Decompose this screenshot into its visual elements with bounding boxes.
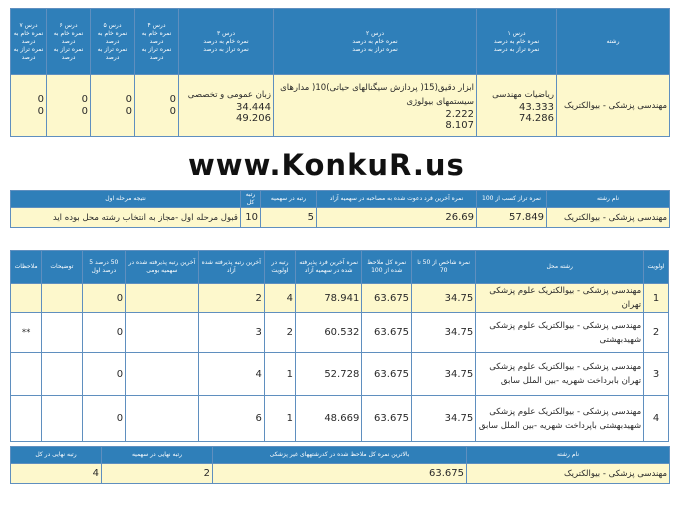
choice-1-priority: 1 xyxy=(644,284,669,313)
lesson7-tr: 0 xyxy=(37,105,44,117)
final-rank-total: 4 xyxy=(11,464,102,484)
lesson1-raw: 43.333 xyxy=(519,101,554,113)
choice-1-notes xyxy=(42,284,82,313)
row-last-invited: 26.69 xyxy=(317,208,477,228)
lesson4-raw: 0 xyxy=(169,93,176,105)
header-choice-field: رشته محل xyxy=(476,251,644,284)
lesson3-tr: 49.206 xyxy=(236,112,271,124)
choice-1-last-rank-free: 2 xyxy=(198,284,264,313)
lesson2-name: ابزار دقیق(15( پردازش سیگنالهای حیاتی)10( مدارهای سیستمهای بیولوژی xyxy=(280,82,474,107)
choice-2-rank-priority: 2 xyxy=(264,313,295,353)
choice-1-percent50: 0 xyxy=(82,284,126,313)
header-last-invited: نمره آخرین فرد دعوت شده به مصاحبه در سهمیه آزاد xyxy=(317,191,477,208)
row-result: قبول مرحله اول -مجاز به انتخاب رشته محل بوده اید xyxy=(11,208,241,228)
header-field: رشته xyxy=(557,9,670,75)
choice-4-max-min: 63.675 xyxy=(362,396,412,442)
choice-3-remarks xyxy=(11,353,42,396)
choice-4-last-admitted: 48.669 xyxy=(296,396,362,442)
lesson4-tr: 0 xyxy=(169,105,176,117)
choice-2-field: مهندسی پزشکی - بیوالکتریک علوم پزشکی شهیدبهشتی xyxy=(476,313,644,353)
header-lesson2: درس ۲ نمره خام به درصد نمره تراز به درصد xyxy=(274,9,477,75)
header-lesson4: درس ۴ نمره خام به درصد نمره تراز به درصد xyxy=(135,9,179,75)
header-rank-priority: رتبه در اولویت xyxy=(264,251,295,284)
choice-2-last-rank-native xyxy=(126,313,199,353)
choice-4-field: مهندسی پزشکی - بیوالکتریک علوم پزشکی شهیدبهشتی باپرداخت شهریه -بین الملل سابق xyxy=(476,396,644,442)
header-lesson3: درس ۳ نمره خام به درصد نمره تراز به درصد xyxy=(179,9,274,75)
header-rank-quota: رتبه در سهمیه xyxy=(261,191,317,208)
watermark-logo: www.KonkuR.us xyxy=(188,148,465,182)
choice-4-last-rank-native xyxy=(126,396,199,442)
lesson5-tr: 0 xyxy=(125,105,132,117)
header-result: نتیجه مرحله اول xyxy=(11,191,241,208)
header-coeff: نمره شاخص از 50 تا 70 xyxy=(412,251,476,284)
row-score: 57.849 xyxy=(477,208,547,228)
lesson2-raw: 2.222 xyxy=(445,108,474,120)
choice-3-field: مهندسی پزشکی - بیوالکتریک علوم پزشکی تهران بابرداخت شهریه -بین الملل سابق xyxy=(476,353,644,396)
choice-4-last-rank-free: 6 xyxy=(198,396,264,442)
choice-4-remarks xyxy=(11,396,42,442)
lesson2-cell xyxy=(274,75,477,137)
lesson6-tr: 0 xyxy=(81,105,88,117)
choice-3-percent50: 0 xyxy=(82,353,126,396)
row-rank-quota: 5 xyxy=(261,208,317,228)
lesson3-cell xyxy=(179,75,274,137)
header-max-min: نمره کل ملاحظ شده از 100 xyxy=(362,251,412,284)
choice-2-last-rank-free: 3 xyxy=(198,313,264,353)
row-field-name: مهندسی پزشکی - بیوالکتریک xyxy=(547,208,670,228)
lesson6-cell xyxy=(47,75,91,137)
first-stage-result-table xyxy=(10,190,670,228)
header-final-field: نام رشته xyxy=(467,447,670,464)
lesson7-raw: 0 xyxy=(37,93,44,105)
header-remarks: ملاحظات xyxy=(11,251,42,284)
lesson-scores-table xyxy=(10,8,670,137)
final-rank-table xyxy=(10,446,670,484)
header-field-name: نام رشته xyxy=(547,191,670,208)
choice-3-max-min: 63.675 xyxy=(362,353,412,396)
lesson7-cell xyxy=(11,75,47,137)
header-lesson5: درس ۵ نمره خام به درصد نمره تراز به درصد xyxy=(91,9,135,75)
choice-2-percent50: 0 xyxy=(82,313,126,353)
header-last-rank-native: آخرین رتبه پذیرفته شده در سهمیه بومی xyxy=(126,251,199,284)
header-last-rank-free: آخرین رتبه پذیرفته شده آزاد xyxy=(198,251,264,284)
choice-2-coeff: 34.75 xyxy=(412,313,476,353)
choice-4-percent50: 0 xyxy=(82,396,126,442)
choice-4-rank-priority: 1 xyxy=(264,396,295,442)
choice-4-notes xyxy=(42,396,82,442)
choice-4-priority: 4 xyxy=(644,396,669,442)
header-final-rank-quota: رتبه نهایی در سهمیه xyxy=(102,447,213,464)
lesson6-raw: 0 xyxy=(81,93,88,105)
choice-1-last-rank-native xyxy=(126,284,199,313)
header-rank-total: رتبه کل xyxy=(241,191,261,208)
lesson1-tr: 74.286 xyxy=(519,112,554,124)
lesson1-cell xyxy=(477,75,557,137)
choice-3-last-rank-native xyxy=(126,353,199,396)
header-final-max-score: بالاترین نمره کل ملاحظ شده در کدرشتههای غیر پزشکی xyxy=(213,447,467,464)
lesson4-cell xyxy=(135,75,179,137)
lesson5-cell xyxy=(91,75,135,137)
lesson1-name: ریاضیات مهندسی xyxy=(492,89,554,100)
header-notes: توضیحات xyxy=(42,251,82,284)
choice-2-priority: 2 xyxy=(644,313,669,353)
choice-4-coeff: 34.75 xyxy=(412,396,476,442)
choice-3-coeff: 34.75 xyxy=(412,353,476,396)
header-priority: اولویت xyxy=(644,251,669,284)
header-lesson6: درس ۶ نمره خام به درصد نمره تراز به درصد xyxy=(47,9,91,75)
choice-1-max-min: 63.675 xyxy=(362,284,412,313)
choice-1-rank-priority: 4 xyxy=(264,284,295,313)
header-lesson7: درس ۷ نمره خام به درصد نمره تراز به درصد xyxy=(11,9,47,75)
choice-1-field: مهندسی پزشکی - بیوالکتریک علوم پزشکی تهران xyxy=(476,284,644,313)
choice-2-max-min: 63.675 xyxy=(362,313,412,353)
choice-3-last-admitted: 52.728 xyxy=(296,353,362,396)
header-score: نمره تراز کسب از 100 xyxy=(477,191,547,208)
row-rank-total: 10 xyxy=(241,208,261,228)
choice-2-remarks: ** xyxy=(11,313,42,353)
header-final-rank-total: رتبه نهایی در کل xyxy=(11,447,102,464)
choice-3-last-rank-free: 4 xyxy=(198,353,264,396)
choice-3-notes xyxy=(42,353,82,396)
final-field: مهندسی پزشکی - بیوالکتریک xyxy=(467,464,670,484)
choice-1-coeff: 34.75 xyxy=(412,284,476,313)
choice-3-rank-priority: 1 xyxy=(264,353,295,396)
final-rank-quota: 2 xyxy=(102,464,213,484)
final-max-score: 63.675 xyxy=(213,464,467,484)
choice-3-priority: 3 xyxy=(644,353,669,396)
lesson3-raw: 34.444 xyxy=(236,101,271,113)
row-field: مهندسی پزشکی - بیوالکتریک xyxy=(557,75,670,137)
choice-1-last-admitted: 78.941 xyxy=(296,284,362,313)
header-percent50: 50 درصد 5 درصد اول xyxy=(82,251,126,284)
header-last-admitted: نمره آخرین فرد پذیرفته شده در سهمیه آزاد xyxy=(296,251,362,284)
choice-1-remarks xyxy=(11,284,42,313)
lesson3-name: زبان عمومی و تخصصی xyxy=(187,89,271,100)
choice-2-last-admitted: 60.532 xyxy=(296,313,362,353)
choice-2-notes xyxy=(42,313,82,353)
header-lesson1: درس ۱ نمره خام به درصد نمره تراز به درصد xyxy=(477,9,557,75)
lesson2-tr: 8.107 xyxy=(445,119,474,131)
choices-table xyxy=(10,250,669,442)
lesson5-raw: 0 xyxy=(125,93,132,105)
